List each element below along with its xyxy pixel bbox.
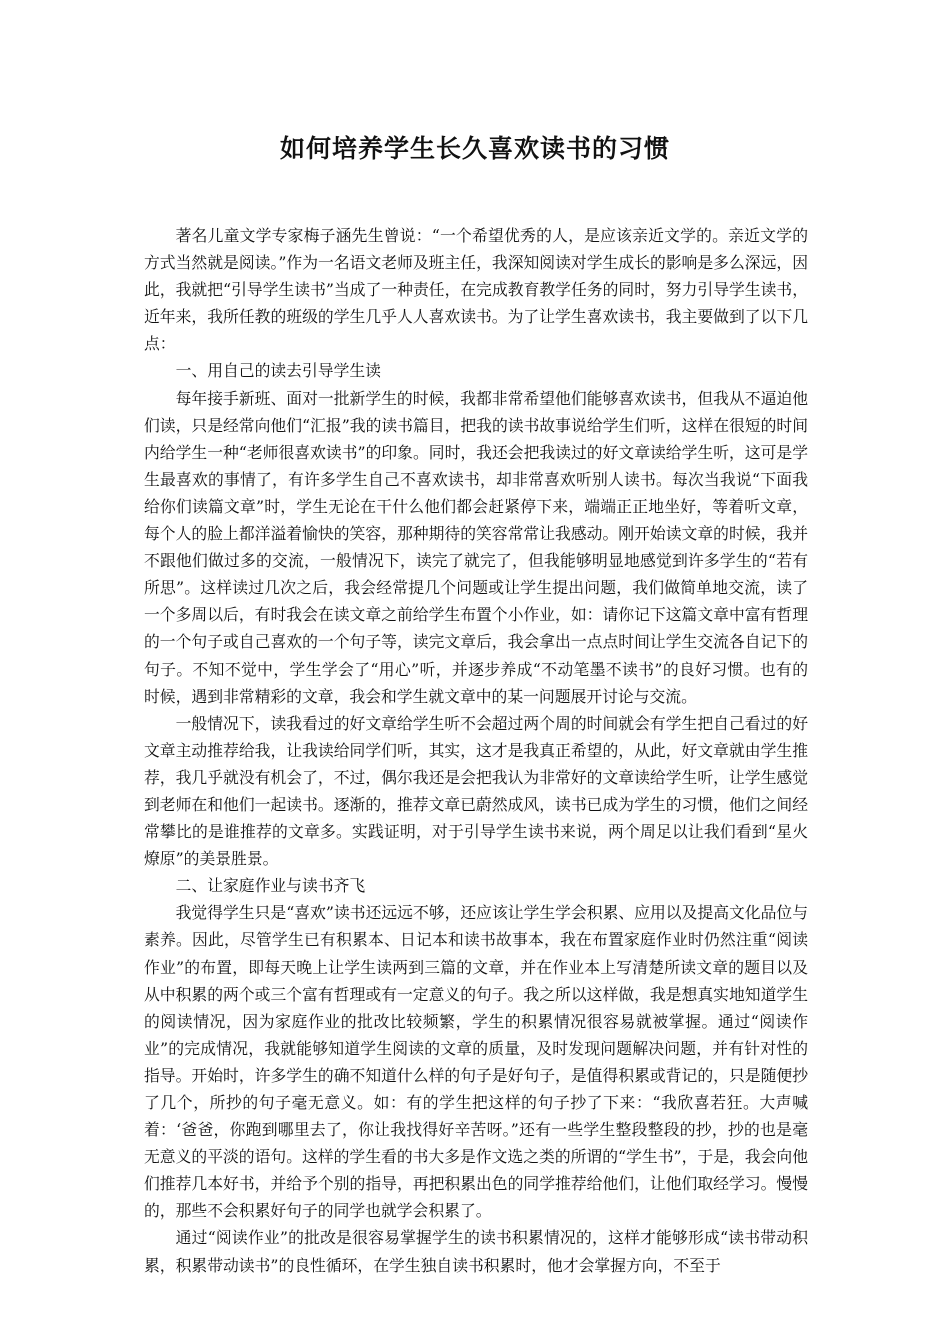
section-heading-2: 二、让家庭作业与读书齐飞 xyxy=(175,876,366,896)
section-heading-1: 一、用自己的读去引导学生读 xyxy=(175,361,381,381)
paragraph-section1-a: 每年接手新班、面对一批新学生的时候，我都非常希望他们能够喜欢读书，但我从不逼迫他们读，只是经常向他们“汇报”我的读书篇目，把我的读书故事说给学生们听，这样在很短的时间内给学生一种“老师很喜欢读书”的印象。同时，我还会把我读过的好文章读给学生听，这可是学生最喜欢的事情了，有许多学生自己不喜欢读书，却非常喜欢听别人读书。每次当我说“下面我给你们读篇文章”时，学生无论在干什么他们都会赶紧停下来，端端正正地坐好，等着听文章，每个人的脸上都洋溢着愉快的笑容，那种期待的笑容常常让我感动。刚开始读文章的时候，我并不跟他们做过多的交流，一般情况下，读完了就完了，但我能够明显地感觉到许多学生的“若有所思”。这样读过几次之后，我会经常提几个问题或让学生提出问题，我们做简单地交流，读了一个多周以后，有时我会在读文章之前给学生布置个小作业，如：请你记下这篇文章中富有哲理的一个句子或自己喜欢的一个句子等，读完文章后，我会拿出一点点时间让学生交流各自记下的句子。不知不觉中，学生学会了“用心”听，并逐步养成“不动笔墨不读书”的良好习惯。也有的时候，遇到非常精彩的文章，我会和学生就文章中的某一问题展开讨论与交流。 xyxy=(144,388,808,706)
paragraph-section2-b: 通过“阅读作业”的批改是很容易掌握学生的读书积累情况的，这样才能够形成“读书带动积累，积累带动读书”的良性循环，在学生独自读书积累时，他才会掌握方向，不至于 xyxy=(144,1228,808,1275)
document-body xyxy=(144,222,808,1279)
paragraph-section1-b: 一般情况下，读我看过的好文章给学生听不会超过两个周的时间就会有学生把自己看过的好文章主动推荐给我，让我读给同学们听，其实，这才是我真正希望的，从此，好文章就由学生推荐，我几乎就没有机会了，不过，偶尔我还是会把我认为非常好的文章读给学生听，让学生感觉到老师在和他们一起读书。逐渐的，推荐文章已蔚然成风，读书已成为学生的习惯，他们之间经常攀比的是谁推荐的文章多。实践证明，对于引导学生读书来说，两个周足以让我们看到“星火燎原”的美景胜景。 xyxy=(144,713,808,869)
paragraph-section2-a: 我觉得学生只是“喜欢”读书还远远不够，还应该让学生学会积累、应用以及提高文化品位与素养。因此，尽管学生已有积累本、日记本和读书故事本，我在布置家庭作业时仍然注重“阅读作业”的布置，即每天晚上让学生读两到三篇的文章，并在作业本上写清楚所读文章的题目以及从中积累的两个或三个富有哲理或有一定意义的句子。我之所以这样做，我是想真实地知道学生的阅读情况，因为家庭作业的批改比较频繁，学生的积累情况很容易就被掌握。通过“阅读作业”的完成情况，我就能够知道学生阅读的文章的质量，及时发现问题解决问题，并有针对性的指导。开始时，许多学生的确不知道什么样的句子是好句子，是值得积累或背记的，只是随便抄了几个，所抄的句子毫无意义。如：有的学生把这样的句子抄了下来：“我欣喜若狂。大声喊着：‘爸爸，你跑到哪里去了，你让我找得好辛苦呀。”还有一些学生整段整段的抄，抄的也是毫无意义的平淡的语句。这样的学生看的书大多是作文选之类的所谓的“学生书”，于是，我会向他们推荐几本好书，并给予个别的指导，再把积累出色的同学推荐给他们，让他们取经学习。慢慢的，那些不会积累好句子的同学也就学会积累了。 xyxy=(144,903,808,1221)
paragraph-intro: 著名儿童文学专家梅子涵先生曾说：“一个希望优秀的人，是应该亲近文学的。亲近文学的方式当然就是阅读。”作为一名语文老师及班主任，我深知阅读对学生成长的影响是多么深远，因此，我就把“引导学生读书”当成了一种责任，在完成教育教学任务的同时，努力引导学生读书，近年来，我所任教的班级的学生几乎人人喜欢读书。为了让学生喜欢读书，我主要做到了以下几点： xyxy=(144,226,808,354)
document-title: 如何培养学生长久喜欢读书的习惯 xyxy=(279,134,670,163)
